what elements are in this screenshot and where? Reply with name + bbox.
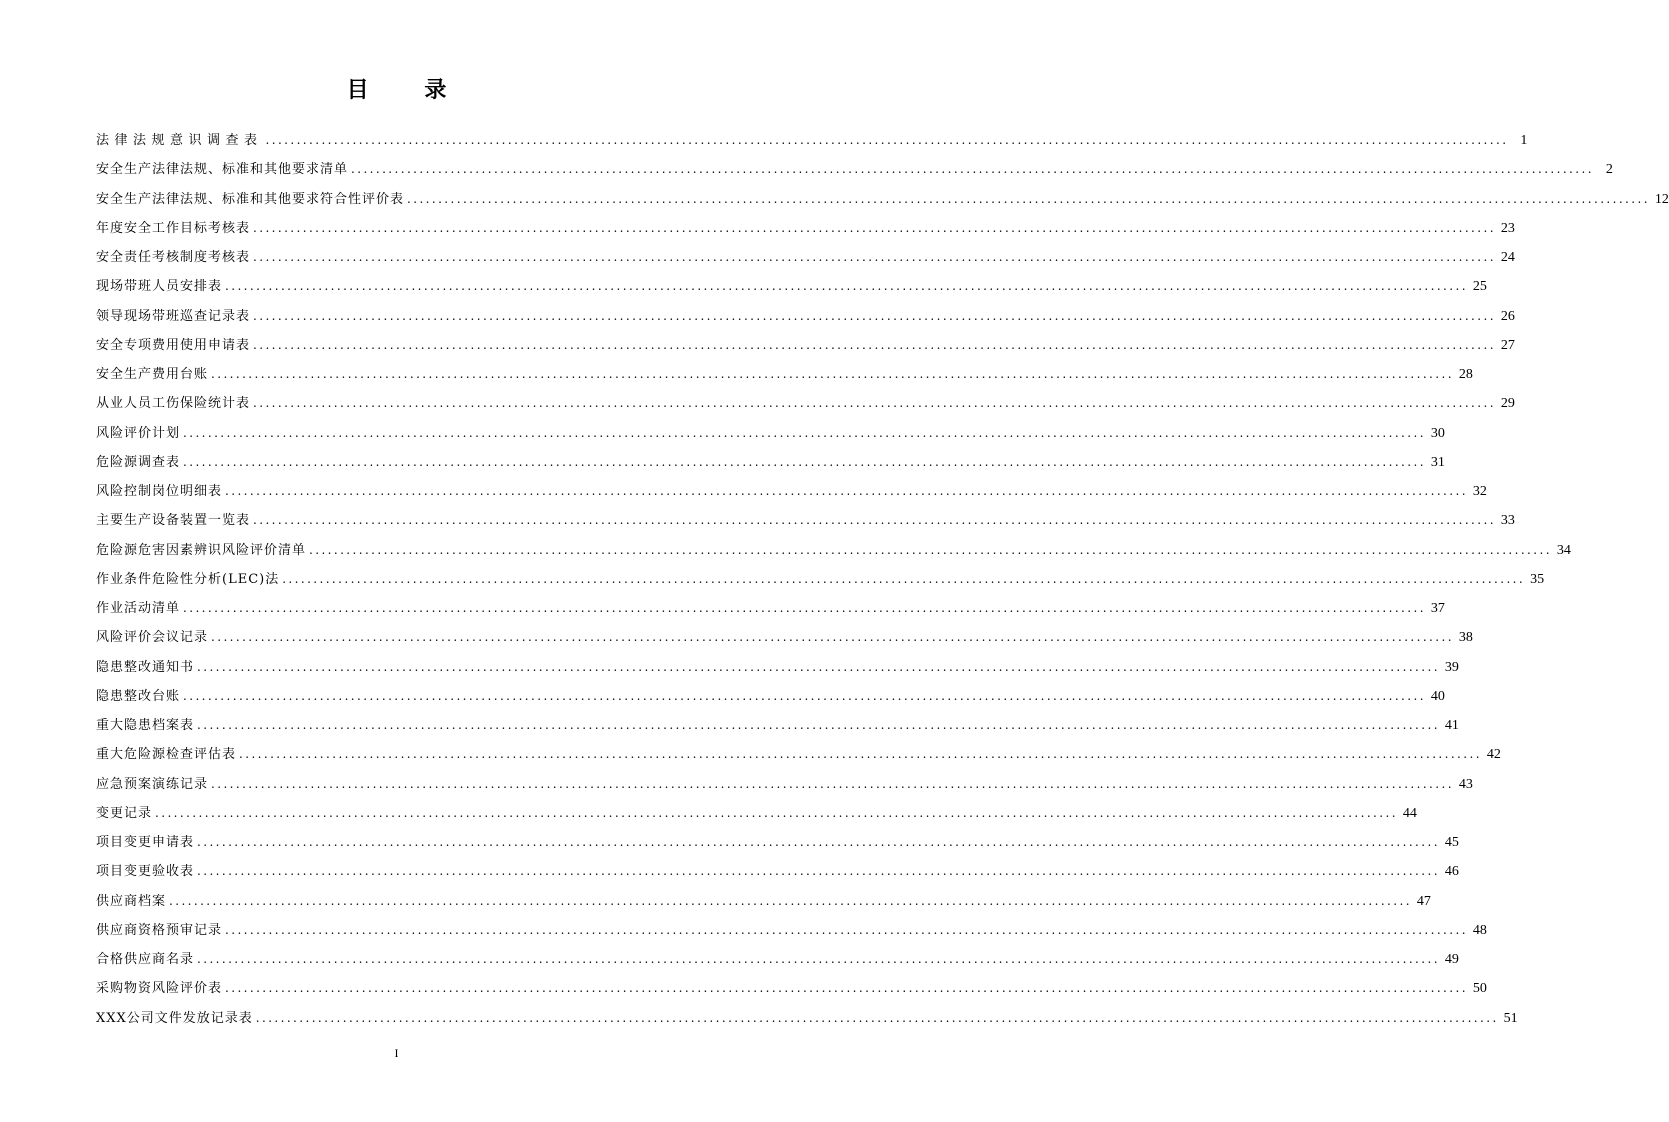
- toc-entry-title: 年度安全工作目标考核表: [96, 220, 251, 236]
- toc-leader-dots: ........................................................................................................................................................................................................: [253, 396, 1496, 411]
- toc-entry-title: 项目变更验收表: [96, 864, 195, 880]
- toc-leader-dots: ........................................................................................................................................................................................................: [225, 484, 1468, 498]
- toc-entry-page-number: 1: [1520, 133, 1528, 148]
- toc-entry-title: 危险源危害因素辨识风险评价清单: [96, 542, 307, 558]
- toc-leader-dots: ........................................................................................................................................................................................................: [183, 601, 1426, 615]
- toc-entry-title: 领导现场带班巡查记录表: [96, 308, 251, 324]
- toc-entry-title: 安全生产法律法规、标准和其他要求符合性评价表: [96, 191, 405, 207]
- toc-entry-title: 合格供应商名录: [96, 952, 195, 967]
- toc-entry-page-number: 39: [1444, 659, 1459, 675]
- toc-entry-page-number: 44: [1402, 805, 1417, 821]
- toc-entry[interactable]: [96, 448, 1445, 477]
- toc-entry-title: 主要生产设备装置一览表: [96, 513, 251, 529]
- toc-entry-title: 风险评价计划: [96, 425, 181, 441]
- toc-entry[interactable]: [96, 536, 1571, 565]
- toc-leader-dots: ........................................................................................................................................................................................................: [155, 805, 1398, 820]
- page-number: I: [394, 1046, 399, 1060]
- toc-entry-title: 法律法规意识调查表: [96, 133, 263, 148]
- toc-entry-page-number: 32: [1472, 484, 1487, 499]
- toc-entry-page-number: 28: [1458, 367, 1473, 382]
- toc-entry-page-number: 42: [1486, 747, 1501, 763]
- toc-entry[interactable]: [96, 974, 1487, 1003]
- toc-entry-page-number: 26: [1500, 308, 1515, 324]
- toc-entry[interactable]: [96, 740, 1501, 769]
- toc-entry-page-number: 48: [1472, 922, 1487, 938]
- toc-entry-page-number: 43: [1458, 776, 1473, 792]
- toc-entry-page-number: 37: [1430, 601, 1445, 616]
- toc-leader-dots: ........................................................................................................................................................................................................: [253, 250, 1496, 264]
- toc-entry[interactable]: [96, 360, 1473, 389]
- toc-entry[interactable]: [96, 887, 1431, 916]
- toc-entry-title: 隐患整改通知书: [96, 659, 195, 675]
- toc-entry-page-number: 51: [1503, 1010, 1518, 1026]
- toc-entry-page-number: 41: [1444, 718, 1459, 733]
- toc-entry-title: 现场带班人员安排表: [96, 279, 223, 295]
- toc-entry-page-number: 29: [1500, 396, 1515, 412]
- toc-entry-title: 应急预案演练记录: [96, 776, 209, 792]
- toc-entry[interactable]: [96, 945, 1459, 974]
- toc-leader-dots: ........................................................................................................................................................................................................: [197, 952, 1440, 966]
- toc-leader-dots: ........................................................................................................................................................................................................: [253, 337, 1496, 352]
- toc-entry-page-number: 12: [1654, 191, 1669, 207]
- toc-leader-dots: ........................................................................................................................................................................................................: [183, 425, 1426, 440]
- toc-leader-dots: ........................................................................................................................................................................................................: [253, 513, 1496, 528]
- toc-leader-dots: ........................................................................................................................................................................................................: [183, 688, 1426, 703]
- toc-entry-page-number: 25: [1472, 279, 1487, 295]
- toc-entry-title: 隐患整改台账: [96, 688, 181, 704]
- toc-entry[interactable]: [96, 243, 1515, 272]
- toc-leader-dots: ........................................................................................................................................................................................................: [225, 279, 1468, 294]
- toc-entry-page-number: 49: [1444, 952, 1459, 967]
- toc-entry-title: 重大隐患档案表: [96, 718, 195, 733]
- toc-entry[interactable]: [96, 799, 1417, 828]
- toc-leader-dots: ........................................................................................................................................................................................................: [211, 630, 1454, 645]
- toc-leader-dots: ........................................................................................................................................................................................................: [309, 542, 1552, 557]
- toc-entry-title: 风险评价会议记录: [96, 630, 209, 646]
- toc-entry[interactable]: [96, 594, 1445, 623]
- toc-entry[interactable]: [96, 653, 1459, 682]
- toc-leader-dots: ........................................................................................................................................................................................................: [282, 571, 1526, 586]
- toc-entry-title: 安全生产法律法规、标准和其他要求清单: [96, 162, 349, 178]
- toc-entry-page-number: 34: [1556, 542, 1571, 558]
- toc-entry[interactable]: [96, 857, 1459, 886]
- toc-entry-title: 采购物资风险评价表: [96, 981, 223, 997]
- toc-leader-dots: ........................................................................................................................................................................................................: [225, 981, 1468, 996]
- toc-entry-page-number: 30: [1430, 425, 1445, 441]
- toc-entry-page-number: 47: [1416, 893, 1431, 909]
- toc-leader-dots: ........................................................................................................................................................................................................: [197, 718, 1440, 732]
- toc-entry[interactable]: [96, 682, 1445, 711]
- toc-entry-page-number: 46: [1444, 864, 1459, 880]
- toc-leader-dots: ........................................................................................................................................................................................................: [265, 133, 1509, 147]
- toc-entry[interactable]: [96, 711, 1459, 740]
- toc-leader-dots: ........................................................................................................................................................................................................: [197, 864, 1440, 879]
- page-title: 目 录: [346, 78, 471, 103]
- toc-entry-title: 作业条件危险性分析(LEC)法: [96, 571, 280, 587]
- toc-entry-title: 安全专项费用使用申请表: [96, 337, 251, 353]
- toc-entry[interactable]: [96, 1004, 1518, 1033]
- toc-entry[interactable]: [96, 623, 1473, 652]
- toc-entry-page-number: 24: [1500, 250, 1515, 265]
- toc-entry-page-number: 35: [1530, 571, 1545, 587]
- toc-entry-page-number: 2: [1605, 162, 1613, 178]
- toc-entry[interactable]: [96, 302, 1515, 331]
- toc-entry-title: 安全生产费用台账: [96, 367, 209, 382]
- toc-leader-dots: ........................................................................................................................................................................................................: [197, 659, 1440, 674]
- toc-entry-title: 变更记录: [96, 805, 153, 821]
- toc-leader-dots: ........................................................................................................................................................................................................: [183, 454, 1426, 469]
- toc-entry-title: 安全责任考核制度考核表: [96, 250, 251, 265]
- toc-entry[interactable]: [96, 419, 1445, 448]
- toc-entry-page-number: 27: [1500, 337, 1515, 353]
- toc-leader-dots: ........................................................................................................................................................................................................: [407, 191, 1650, 206]
- toc-leader-dots: ........................................................................................................................................................................................................: [351, 162, 1594, 177]
- toc-entry-page-number: 38: [1458, 630, 1473, 646]
- toc-leader-dots: ........................................................................................................................................................................................................: [225, 922, 1468, 937]
- toc-entry-title: 重大危险源检查评估表: [96, 747, 237, 763]
- toc-leader-dots: ........................................................................................................................................................................................................: [211, 367, 1454, 381]
- toc-entry-title: 危险源调查表: [96, 454, 181, 470]
- toc-entry[interactable]: [96, 916, 1487, 945]
- toc-leader-dots: ........................................................................................................................................................................................................: [211, 776, 1454, 791]
- toc-entry-page-number: 50: [1472, 981, 1487, 997]
- toc-entry-page-number: 40: [1430, 688, 1445, 704]
- toc-entry-title: 风险控制岗位明细表: [96, 484, 223, 499]
- toc-entry-page-number: 23: [1500, 220, 1515, 236]
- toc-entry[interactable]: [96, 126, 1528, 155]
- toc-entry-title: 从业人员工伤保险统计表: [96, 396, 251, 412]
- table-of-contents: [96, 126, 1669, 1033]
- toc-leader-dots: ........................................................................................................................................................................................................: [253, 220, 1496, 235]
- toc-entry[interactable]: [96, 389, 1515, 418]
- toc-leader-dots: ........................................................................................................................................................................................................: [255, 1010, 1499, 1025]
- toc-entry[interactable]: [96, 185, 1669, 214]
- toc-entry-title: 供应商档案: [96, 893, 167, 909]
- toc-entry[interactable]: [96, 828, 1459, 857]
- toc-leader-dots: ........................................................................................................................................................................................................: [197, 835, 1440, 849]
- toc-entry[interactable]: [96, 214, 1515, 243]
- toc-leader-dots: ........................................................................................................................................................................................................: [169, 893, 1412, 908]
- toc-entry[interactable]: [96, 155, 1613, 184]
- toc-entry[interactable]: [96, 331, 1515, 360]
- toc-entry[interactable]: [96, 272, 1487, 301]
- toc-entry-page-number: 45: [1444, 835, 1459, 850]
- toc-leader-dots: ........................................................................................................................................................................................................: [253, 308, 1496, 323]
- toc-leader-dots: ........................................................................................................................................................................................................: [239, 747, 1482, 762]
- toc-entry[interactable]: [96, 565, 1545, 594]
- toc-entry-title: 供应商资格预审记录: [96, 922, 223, 938]
- toc-entry-page-number: 31: [1430, 454, 1445, 470]
- toc-entry-title: 项目变更申请表: [96, 835, 195, 850]
- toc-entry-title: XXX公司文件发放记录表: [96, 1010, 253, 1026]
- toc-entry-title: 作业活动清单: [96, 601, 181, 616]
- toc-entry[interactable]: [96, 506, 1515, 535]
- toc-entry[interactable]: [96, 477, 1487, 506]
- toc-entry-page-number: 33: [1500, 513, 1515, 529]
- toc-entry[interactable]: [96, 770, 1473, 799]
